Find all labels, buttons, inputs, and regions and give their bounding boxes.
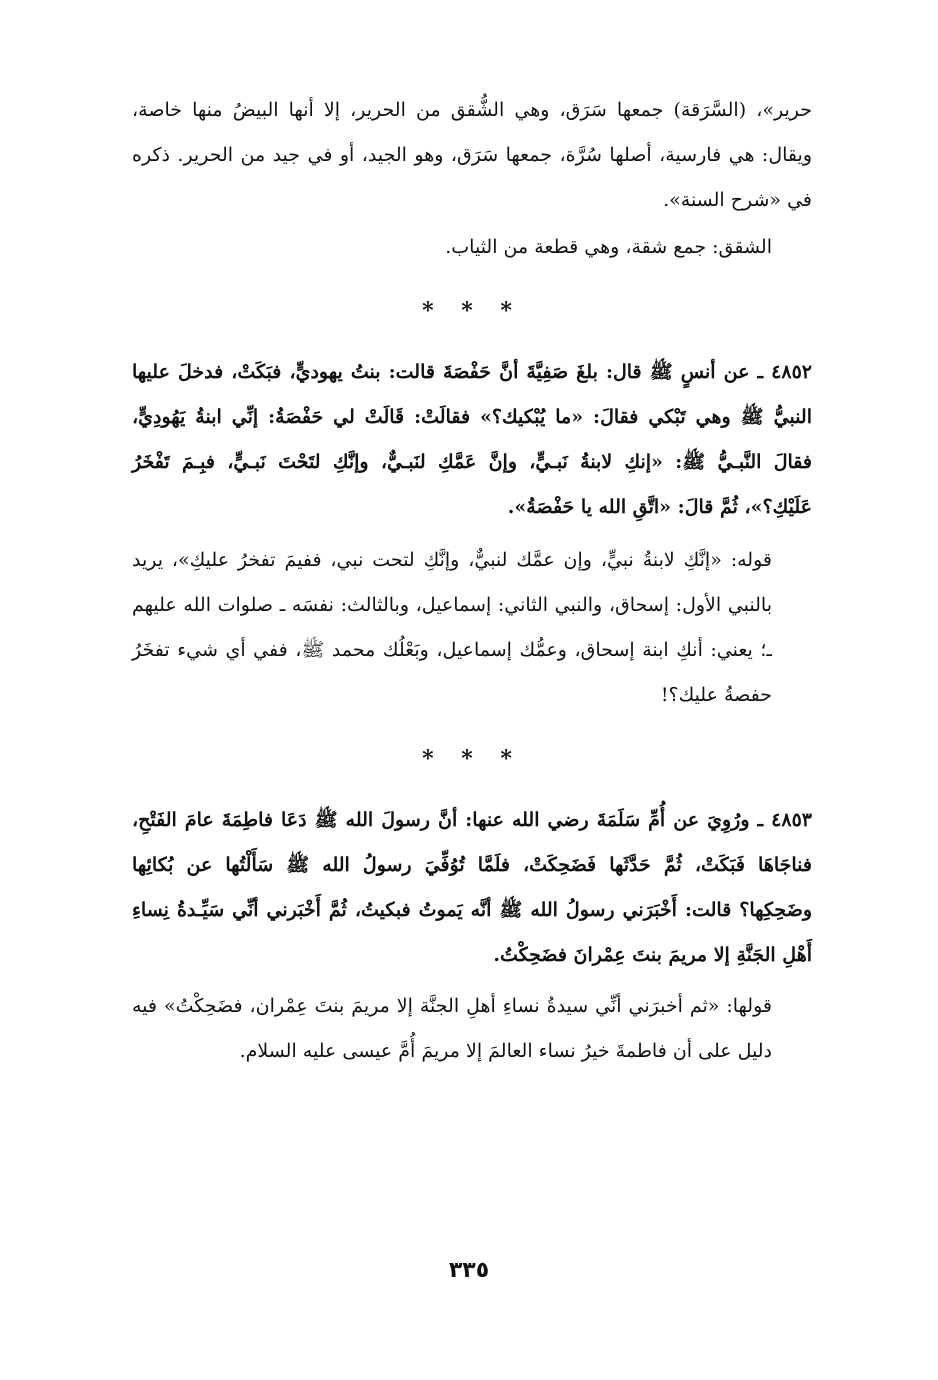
paragraph-silk-definition: حرير»، (السَّرَقة) جمعها سَرَق، وهي الشُّقق من الحرير، إلا أنها البيضُ منها خاصة، ويقال: هي فارسية، أصلها سُرَّة، جمعها سَرَق، وهو الجيد، أو في جيد من الحرير. ذكره في «شرح السنة». xyxy=(132,99,812,211)
section-separator: * * * xyxy=(422,746,522,772)
paragraph-shuqaq-definition: الشقق: جمع شقة، وهي قطعة من الثياب. xyxy=(445,236,772,258)
page-content xyxy=(132,86,812,1074)
commentary-4853: قولها: «ثم أخبرَني أنِّي سيدةُ نساءِ أهلِ الجنَّة إلا مريمَ بنتَ عِمْران، فضَحِكْتُ» فيه دليل على أن فاطمةَ خيرُ نساء العالمَ إلا مريمَ أُمَّ عيسى عليه السلام. xyxy=(132,995,772,1062)
commentary-4852: قوله: «إنَّكِ لابنةُ نبيٍّ، وإن عمَّك لنبيٌّ، وإنَّكِ لتحت نبي، ففيمَ تفخرُ عليكِ»، يريد بالنبي الأول: إسحاق، والنبي الثاني: إسماعيل، وبالثالث: نفسَه ـ صلوات الله عليهم ـ؛ يعني: أنكِ ابنة إسحاق، وعمُّك إسماعيل، وبَعْلُك محمد ﷺ، ففي أي شيء تفخَرُ حفصةُ عليك؟! xyxy=(132,549,772,706)
hadith-4853: ٤٨٥٣ ـ ورُوِيَ عن أُمِّ سَلَمَةَ رضي الله عنها: أنَّ رسولَ الله ﷺ دَعَا فاطِمَةَ عامَ الفَتْحِ، فناجَاهَا فَبَكَتْ، ثُمَّ حَدَّثَها فَضَحِكَتْ، فلَمَّا تُوُفِّيَ رسولُ الله ﷺ سَأَلْتُها عن بُكائِها وضَحِكِها؟ قالت: أَخْبَرَني رسولُ الله ﷺ أنَّه يَموتُ فبكيتُ، ثُمَّ أَخْبَرني أنِّي سَيِّـدةُ نِساءِ أَهْلِ الجَنَّةِ إلا مريمَ بنتَ عِمْرانَ فضَحِكْتُ. xyxy=(132,809,812,966)
section-separator: * * * xyxy=(422,298,522,324)
hadith-4852: ٤٨٥٢ ـ عن أنسٍ ﷺ قال: بلغَ صَفِيَّةَ أنَّ حَفْصَةَ قالت: بنتُ يهوديٍّ، فبَكَتْ، فدخلَ عليها النبيُّ ﷺ وهي تَبْكي فقالَ: «ما يُبْكيك؟» فقالَتْ: قَالَتْ لي حَفْصَةُ: إنِّي ابنةُ يَهُودِيٍّ، فقالَ النَّبـيُّ ﷺ: «إنكِ لابنةُ نَبـيٍّ، وإنَّ عَمَّكِ لنَبـيٌّ، وإنَّكِ لتَحْتَ نَبـيٍّ، فبِـمَ تَفْخَرُ عَلَيْكِ؟»، ثُمَّ قالَ: «اتَّقِ الله يا حَفْصَةُ». xyxy=(132,361,812,518)
page-number: ٣٣٥ xyxy=(448,1258,490,1283)
